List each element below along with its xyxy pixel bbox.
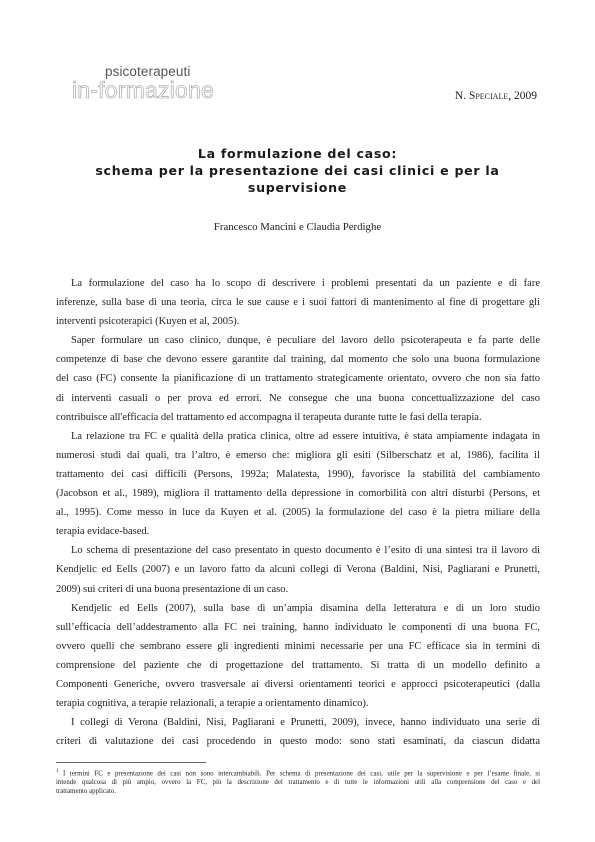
footnote-text: I termini FC e presentazione dei casi non sono intercambiabili. Per schema di presentazione dei casi, utile per la supervisione e per l’esame finale, si [58,770,540,778]
body-line: Saper formulare un caso clinico, dunque, è peculiare del lavoro dello psicoterapeuta e fa parte delle [71,335,540,347]
body-line: La relazione tra FC e qualità della pratica clinica, oltre ad essere intuitiva, è stata ampiamente indagata in [71,430,540,442]
body-line: competenze di base che devono essere garantite dal training, dal momento che solo una buona formulazione [56,354,540,366]
body-line: sull’efficacia dell’addestramento alla FC nei training, hanno individuato le componenti di una buona FC, [56,621,540,633]
body-line: Kendjelic ed Eells (2007), sulla base di un’ampia disamina della letteratura e di un loro studio [71,602,540,614]
footnote-line: intende qualcosa di più ampio, ovvero la FC, più la descrizione del trattamento e di tutte le informazioni utili alla comprensione del caso e del [56,779,540,787]
body-line: comprensione del paziente che di progettazione del trattamento. Si tratta di un modello definito a [56,659,540,671]
body-line: terapia cognitiva, a terapie relazionali, a terapie a orientamento dinamico). [56,698,369,710]
body-line: di interventi casuali o per prova ed errori. Ne consegue che una buona concettualizzazione del caso [56,392,540,404]
issue-special: Speciale [468,90,509,102]
article-title [60,145,535,196]
footnote-marker: 1 [56,769,59,774]
issue-label [455,90,537,102]
body-line: criteri di valutazione dei casi procedendo in questo modo: sono stati esaminati, da ciascun didatta [56,736,540,748]
logo-line-psicoterapeuti: psicoterapeuti [105,64,191,79]
body-line: del caso (FC) consente la pianificazione di un trattamento strategicamente orientato, ovvero che non sia fatto [56,373,540,385]
body-line: Lo schema di presentazione del caso presentato in questo documento è l’esito di una sintesi tra il lavoro di [71,545,540,557]
title-line-1: La formulazione del caso: [197,146,398,161]
body-line: interventi psicoterapici (Kuyen et al, 2005). [56,316,240,328]
title-line-3: supervisione [247,180,348,195]
journal-logo [72,64,222,108]
logo-line-informazione: in-formazione [72,77,214,103]
body-line: al., 1995). Come messo in luce da Kuyen et al. (2005) la formulazione del caso è la pietra miliare della [56,507,540,519]
footnote-divider [56,762,206,763]
body-line: Kendjelic ed Eells (2007) e un lavoro fatto da alcuni collegi di Verona (Baldini, Nisi, Pagliarani e Prunetti, [56,564,540,576]
title-line-2: schema per la presentazione dei casi clinici e per la [95,163,500,178]
body-line: inferenze, sulla base di una teoria, circa le sue cause e i suoi fattori di mantenimento al fine di progettare gli [56,297,540,309]
body-line: ovvero quelli che sembrano essere gli ingredienti minimi necessarie per una FC efficace sia in termini di [56,640,540,652]
body-line: I collegi di Verona (Baldini, Nisi, Pagliarani e Prunetti, 2009), invece, hanno individuato una serie di [71,717,540,729]
body-line: terapia evidace-based. [56,526,150,538]
body-line: trattamento dei casi difficili (Persons, 1992a; Malatesta, 1990), favorisce la stabilità del cambiamento [56,468,540,480]
body-line: 2009) sui criteri di una buona presentazione di un caso. [56,583,289,595]
body-line: contribuisce all'efficacia del trattamento ed accompagna il terapeuta durante tutte le fasi della terapia. [56,411,482,423]
footnote-line: trattamento applicato. [56,788,117,796]
article-body [56,274,540,751]
body-line: (Jacobson et al., 1989), migliora il trattamento della depressione in comorbilità con altri disturbi (Persons, et [56,488,540,500]
issue-prefix: N. [454,90,469,102]
body-line: Componenti Generiche, ovvero trasversale ai diversi orientamenti teorici e approcci psicoterapeutici (dalla [56,678,540,690]
footnote [56,767,540,796]
body-line: La formulazione del caso ha lo scopo di descrivere i problemi presentati da un paziente e di fare [71,278,540,289]
article-authors: Francesco Mancini e Claudia Perdighe [213,221,382,233]
body-line: numerosi studi dai quali, tra l’altro, è emerso che: migliora gli esiti (Silberschatz et al, 1986), facilita il [56,449,540,461]
footnote-line [56,767,540,778]
issue-year: , 2009 [508,90,537,102]
